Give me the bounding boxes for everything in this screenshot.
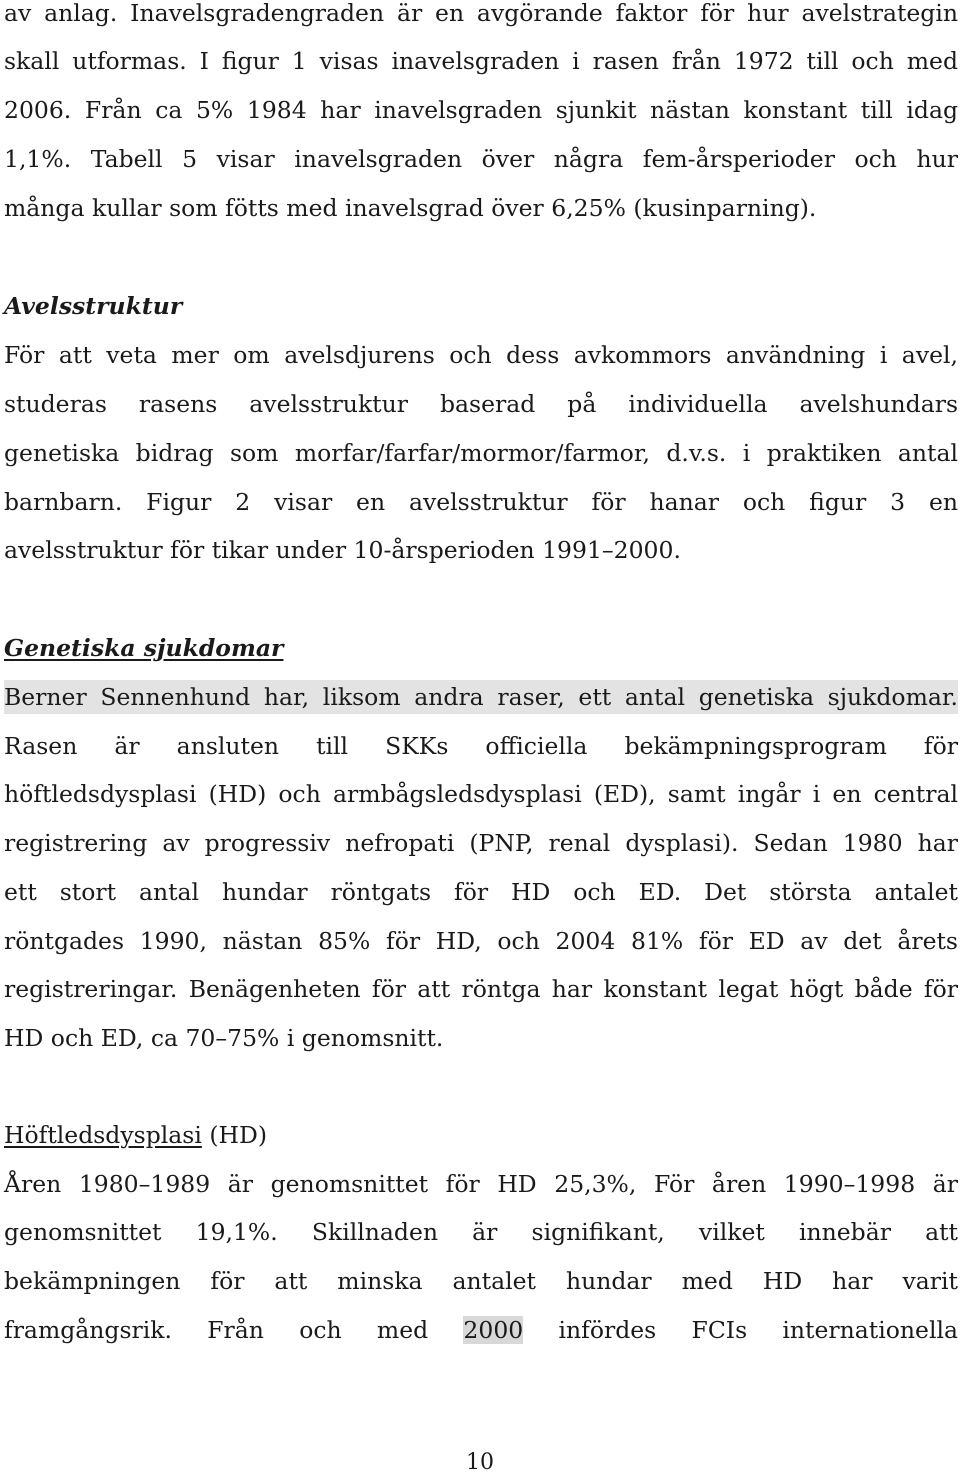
text-line: av anlag. Inavelsgradengraden är en avgörande faktor för hur avelstrategin xyxy=(4,0,958,27)
text-line: 2006. Från ca 5% 1984 har inavelsgraden sjunkit nästan konstant till idag xyxy=(4,96,958,124)
text-line: studeras rasens avelsstruktur baserad på individuella avelshundars xyxy=(4,390,958,418)
text-line: ett stort antal hundar röntgats för HD och ED. Det största antalet xyxy=(4,878,958,906)
text-line xyxy=(4,1313,958,1347)
text-line: skall utformas. I figur 1 visas inavelsgraden i rasen från 1972 till och med xyxy=(4,47,958,75)
page-number: 10 xyxy=(466,1450,494,1475)
text-line: registreringar. Benägenheten för att röntga har konstant legat högt både för xyxy=(4,975,958,1003)
text-line: många kullar som fötts med inavelsgrad över 6,25% (kusinparning). xyxy=(4,194,817,222)
highlighted-year: 2000 xyxy=(463,1316,524,1344)
text-segment: framgångsrik. Från och med xyxy=(4,1316,464,1344)
heading-underlined-part: Höftledsdysplasi xyxy=(4,1121,202,1149)
text-line: höftledsdysplasi (HD) och armbågsledsdysplasi (ED), samt ingår i en central xyxy=(4,780,958,808)
section-heading-avelsstruktur: Avelsstruktur xyxy=(4,292,183,320)
text-line: genomsnittet 19,1%. Skillnaden är signifikant, vilket innebär att xyxy=(4,1218,958,1246)
text-line: genetiska bidrag som morfar/farfar/mormor/farmor, d.v.s. i praktiken antal xyxy=(4,439,958,467)
text-line: HD och ED, ca 70–75% i genomsnitt. xyxy=(4,1024,444,1052)
section-heading-hoftledsdysplasi xyxy=(4,1118,267,1152)
heading-rest-part: (HD) xyxy=(201,1121,267,1149)
text-line: bekämpningen för att minska antalet hundar med HD har varit xyxy=(4,1267,958,1295)
text-line-highlighted: Berner Sennenhund har, liksom andra raser, ett antal genetiska sjukdomar. xyxy=(4,680,958,714)
section-heading-genetiska-sjukdomar: Genetiska sjukdomar xyxy=(4,634,284,662)
text-line: avelsstruktur för tikar under 10-årsperioden 1991–2000. xyxy=(4,536,681,564)
text-line: röntgades 1990, nästan 85% för HD, och 2004 81% för ED av det årets xyxy=(4,927,958,955)
text-line: 1,1%. Tabell 5 visar inavelsgraden över några fem-årsperioder och hur xyxy=(4,145,958,173)
text-segment: infördes FCIs internationella xyxy=(523,1316,958,1344)
text-line: registrering av progressiv nefropati (PNP, renal dysplasi). Sedan 1980 har xyxy=(4,829,958,857)
text-line: Rasen är ansluten till SKKs officiella bekämpningsprogram för xyxy=(4,732,958,760)
text-line: Åren 1980–1989 är genomsnittet för HD 25,3%, För åren 1990–1998 är xyxy=(4,1170,958,1198)
text-line: För att veta mer om avelsdjurens och dess avkommors användning i avel, xyxy=(4,341,958,369)
text-line: barnbarn. Figur 2 visar en avelsstruktur för hanar och figur 3 en xyxy=(4,488,958,516)
